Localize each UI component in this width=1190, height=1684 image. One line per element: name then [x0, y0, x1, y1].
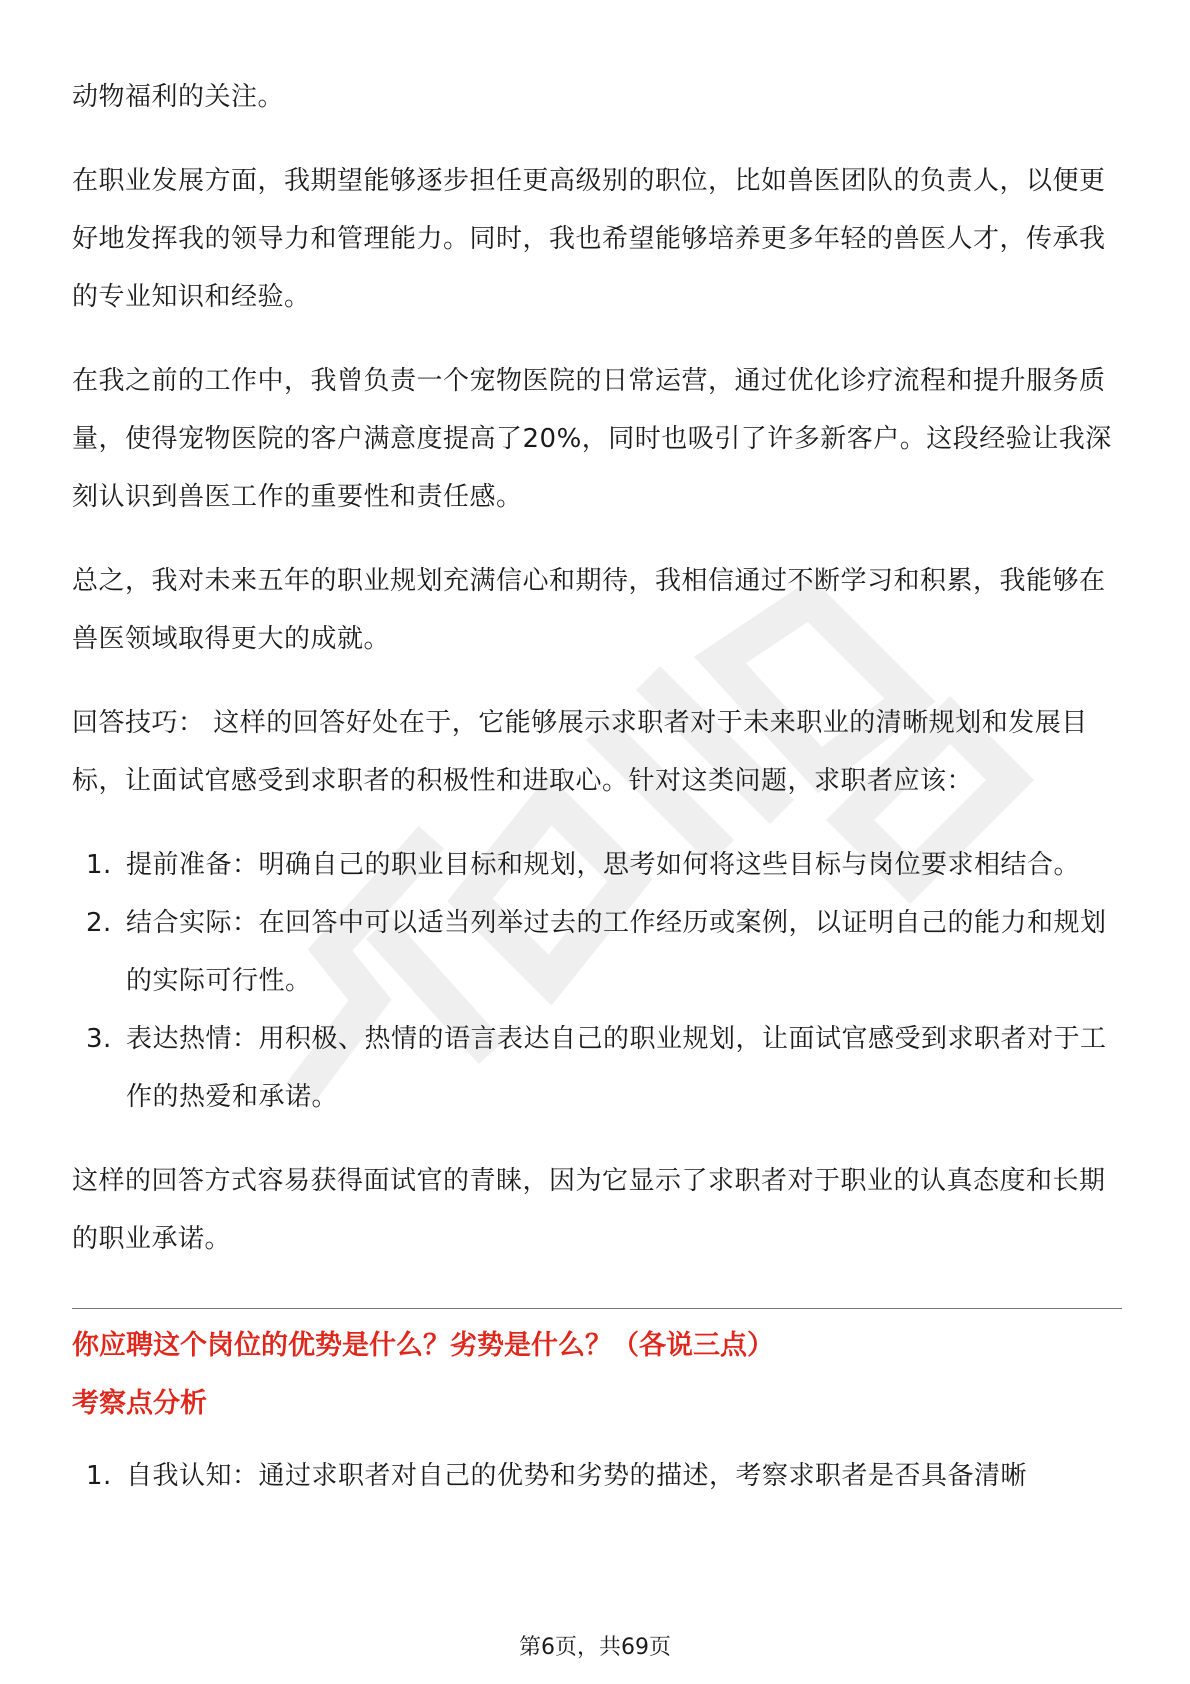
list-number: 1.: [86, 850, 112, 880]
analysis-list: [72, 1447, 1122, 1505]
closing-paragraph: 这样的回答方式容易获得面试官的青睐，因为它显示了求职者对于职业的认真态度和长期的职业承诺。: [72, 1166, 1106, 1254]
paragraph: 总之，我对未来五年的职业规划充满信心和期待，我相信通过不断学习和积累，我能够在兽医领域取得更大的成就。: [72, 566, 1106, 654]
page-footer: 第6页，共69页: [519, 1635, 671, 1660]
analysis-subtitle: 考察点分析: [72, 1388, 207, 1419]
list-item: [72, 1010, 1122, 1126]
list-text: 提前准备：明确自己的职业目标和规划，思考如何将这些目标与岗位要求相结合。: [126, 850, 1081, 880]
list-text: 自我认知：通过求职者对自己的优势和劣势的描述，考察求职者是否具备清晰: [126, 1461, 1028, 1491]
document-page: [72, 68, 1122, 1505]
paragraph: 在职业发展方面，我期望能够逐步担任更高级别的职位，比如兽医团队的负责人，以便更好地发挥我的领导力和管理能力。同时，我也希望能够培养更多年轻的兽医人才，传承我的专业知识和经验。: [72, 166, 1106, 312]
list-item: [72, 894, 1122, 1010]
list-item: [72, 836, 1122, 894]
answer-tips-intro: 回答技巧： 这样的回答好处在于，它能够展示求职者对于未来职业的清晰规划和发展目标，让面试官感受到求职者的积极性和进取心。针对这类问题，求职者应该：: [72, 708, 1088, 796]
list-number: 1.: [86, 1461, 112, 1491]
list-number: 2.: [86, 908, 112, 938]
list-text: 表达热情：用积极、热情的语言表达自己的职业规划，让面试官感受到求职者对于工作的热爱和承诺。: [126, 1024, 1107, 1112]
list-text: 结合实际：在回答中可以适当列举过去的工作经历或案例，以证明自己的能力和规划的实际可行性。: [126, 908, 1107, 996]
list-number: 3.: [86, 1024, 112, 1054]
paragraph: 在我之前的工作中，我曾负责一个宠物医院的日常运营，通过优化诊疗流程和提升服务质量，使得宠物医院的客户满意度提高了20%，同时也吸引了许多新客户。这段经验让我深刻认识到兽医工作的重要性和责任感。: [72, 366, 1112, 512]
question-title: 你应聘这个岗位的优势是什么？劣势是什么？（各说三点）: [72, 1330, 774, 1361]
tips-list: [72, 836, 1122, 1126]
paragraph: 动物福利的关注。: [72, 82, 285, 112]
list-item: [72, 1447, 1122, 1505]
